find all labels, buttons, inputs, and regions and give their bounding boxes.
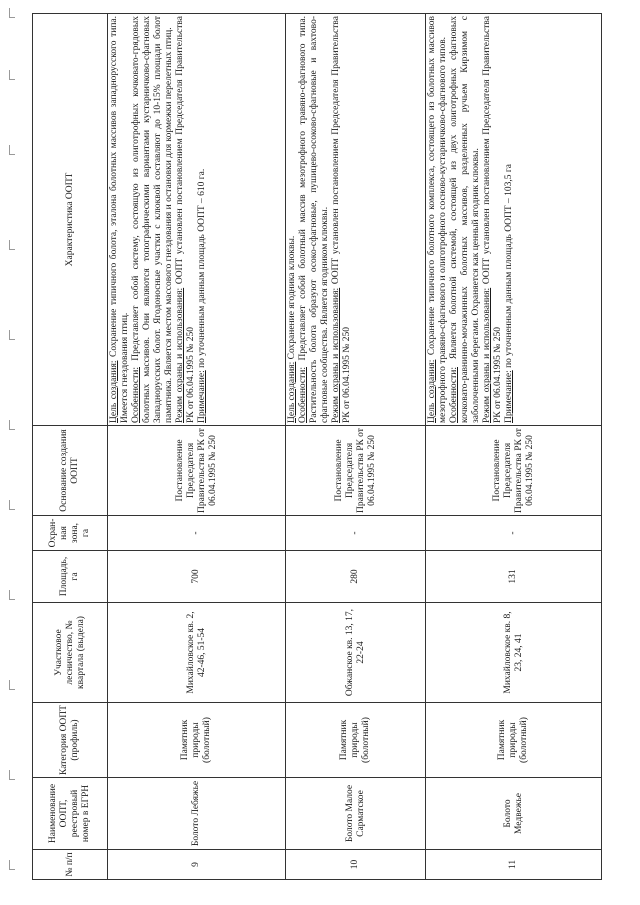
binding-holes: [0, 0, 30, 905]
desc-text: Сохранение типичного болота, эталона болотных массивов западнорусского типа. Имеется гнездования птиц.: [109, 16, 130, 423]
oopt-table: [32, 13, 602, 880]
row-forestry: Обжанское кв. 13, 17, 22-24: [286, 603, 426, 703]
desc-text: Представляет собой систему, состоящую из олиготрофных кочковато-грядовых болотных массивов. Они являются топографическими вариантами кустарничково-сфагновых Западнорусских болот. Ягодоносные участки с клюквой составляют до 10-15% площади болот памятника. Является местом массового гнездования и остановки для кормежки перелетных птиц.: [131, 16, 174, 423]
row-num: 10: [286, 850, 426, 880]
row-basis: Постановление Председателя Правительства РК от 06.04.1995 № 250: [286, 426, 426, 516]
table-header-row: [33, 14, 108, 880]
desc-label: Примечание:: [197, 370, 207, 423]
row-forestry: Михайловское кв. 2, 42-46, 51-54: [108, 603, 286, 703]
desc-label: Примечание:: [504, 370, 514, 423]
col-header-area: Площадь, га: [33, 551, 108, 603]
desc-text: ООПТ установлен постановлением Председателя Правительства РК от 06.04.1995 № 250: [482, 16, 503, 423]
col-header-description: Характеристика ООПТ: [33, 14, 108, 426]
row-num: 11: [426, 850, 602, 880]
row-buffer: -: [286, 516, 426, 551]
desc-label: Цель создания:: [287, 361, 297, 423]
row-name: Болото Медвежье: [426, 778, 602, 850]
desc-label: Режим охраны и использования:: [175, 287, 185, 423]
row-buffer: -: [426, 516, 602, 551]
table-row: [426, 14, 602, 880]
desc-label: Режим охраны и использования:: [331, 287, 341, 423]
desc-text: ООПТ установлен постановлением Председателя Правительства РК от 06.04.1995 № 250: [331, 16, 352, 423]
desc-text: по уточненным данным площадь ООПТ – 610 га.: [197, 168, 207, 371]
col-header-name: Наименование ООПТ, реестровый номер в ЕГРН: [33, 778, 108, 850]
desc-text: по уточненным данным площадь ООПТ – 103,5 га: [504, 164, 514, 371]
col-header-num: № п/п: [33, 850, 108, 880]
row-description: [286, 14, 426, 426]
row-area: 280: [286, 551, 426, 603]
desc-label: Цель создания:: [109, 360, 119, 423]
desc-text: ООПТ установлен постановлением Председателя Правительства РК от 06.04.1995 № 250: [175, 16, 196, 423]
row-num: 9: [108, 850, 286, 880]
row-category: Памятник природы (болотный): [286, 703, 426, 778]
table-row: [286, 14, 426, 880]
desc-label: Цель создания:: [427, 359, 437, 423]
col-header-category: Категория ООПТ (профиль): [33, 703, 108, 778]
row-area: 131: [426, 551, 602, 603]
col-header-forestry: Участковое лесничество, № квартала (выдела): [33, 603, 108, 703]
row-description: [426, 14, 602, 426]
col-header-buffer: Охран-ная зона, га: [33, 516, 108, 551]
row-basis: Постановление Председателя Правительства РК от 06.04.1995 № 250: [108, 426, 286, 516]
desc-text: Является болотной системой, состоящей из двух олиготрофных сфагновых кочковато-равнинно-мочажинных болотных массивов, разделенных ручьем Кирзимом с заболоченными берегами. Охраняется как ценный ягодник клюквы.: [449, 16, 481, 423]
desc-label: Особенности:: [449, 367, 459, 423]
table-row: [108, 14, 286, 880]
desc-label: Особенности:: [131, 367, 141, 423]
row-forestry: Михайловское кв. 8, 23, 24, 41: [426, 603, 602, 703]
col-header-basis: Основание создания ООПТ: [33, 426, 108, 516]
row-category: Памятник природы (болотный): [108, 703, 286, 778]
rotated-page: [32, 14, 600, 880]
row-buffer: -: [108, 516, 286, 551]
desc-label: Особенности:: [298, 367, 308, 423]
row-basis: Постановление Председателя Правительства РК от 06.04.1995 № 250: [426, 426, 602, 516]
desc-label: Режим охраны и использования:: [482, 287, 492, 423]
desc-text: Сохранение ягодника клюквы.: [287, 235, 297, 362]
row-name: Болото Лебяжье: [108, 778, 286, 850]
row-category: Памятник природы (болотный): [426, 703, 602, 778]
row-area: 700: [108, 551, 286, 603]
row-description: [108, 14, 286, 426]
desc-text: Сохранение типичного болотного комплекса, состоящего из болотных массивов мезотрофного травяно-сфагнового и олиготрофного сосново-кустарничково-сфагнового типов.: [427, 16, 448, 423]
desc-text: Представляет собой болотный массив мезотрофного травяно-сфагнового типа. Растительность болота образуют осоко-сфагновые, пушицево-осоково-сфагновые и вахтово-сфагновые сообщества. Является ягодником клюквы.: [298, 16, 330, 423]
row-name: Болото Малое Сарматское: [286, 778, 426, 850]
